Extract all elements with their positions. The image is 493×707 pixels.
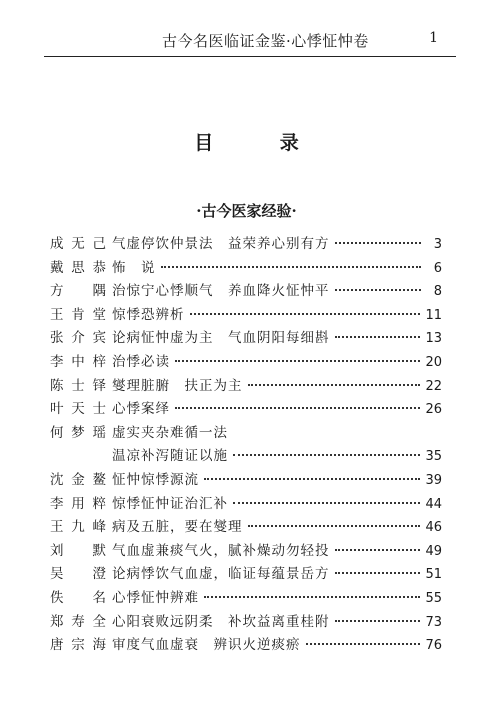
book-title: 古今名医临证金鉴·心悸怔忡卷 xyxy=(162,32,369,50)
entry-page-number: 8 xyxy=(433,284,442,300)
entry-title-line xyxy=(112,422,442,444)
entry-page-number: 26 xyxy=(425,402,442,418)
entry-title-line xyxy=(112,304,442,326)
toc-entry[interactable] xyxy=(50,233,442,255)
dot-leader xyxy=(335,620,421,622)
entry-title-line xyxy=(112,516,442,538)
entry-title: 审度气血虚衰 辨识火逆痰瘀 xyxy=(112,637,301,654)
toc-entry[interactable] xyxy=(50,469,442,491)
entry-title-line xyxy=(112,375,442,397)
dot-leader xyxy=(204,478,420,480)
entry-page-number: 35 xyxy=(425,449,442,465)
toc-entry[interactable] xyxy=(50,563,442,585)
entry-title-line xyxy=(112,327,442,349)
dot-leader xyxy=(233,502,420,504)
entry-author: 吴 澄 xyxy=(50,566,106,583)
entry-title: 怔忡惊悸源流 xyxy=(112,472,199,488)
dot-leader xyxy=(335,549,421,551)
entry-page-number: 3 xyxy=(433,237,442,252)
page-number: 1 xyxy=(429,30,438,46)
entry-title: 治悸必读 xyxy=(112,354,170,370)
entry-page-number: 73 xyxy=(425,614,442,630)
entry-title-line xyxy=(112,280,442,302)
dot-leader xyxy=(335,336,421,338)
toc-entry[interactable] xyxy=(50,587,442,609)
dot-leader xyxy=(248,525,421,527)
toc-entry[interactable] xyxy=(50,611,442,633)
dot-leader xyxy=(161,266,422,268)
entry-page-number: 44 xyxy=(425,496,442,512)
entry-author: 佚 名 xyxy=(50,590,106,606)
entry-title: 虚实夹杂难循一法 xyxy=(112,424,228,441)
entry-title-line xyxy=(112,540,442,562)
entry-author: 何梦瑶 xyxy=(50,424,106,441)
entry-title-line xyxy=(112,469,442,491)
entry-author: 刘 默 xyxy=(50,542,106,559)
entry-page-number: 11 xyxy=(425,307,442,323)
toc-entry[interactable] xyxy=(50,540,442,562)
entry-title-line xyxy=(112,611,442,633)
toc-entry[interactable] xyxy=(50,257,442,279)
entry-title: 燮理脏腑 扶正为主 xyxy=(112,377,243,394)
entry-title-line xyxy=(112,493,442,515)
entry-author: 李中梓 xyxy=(50,354,106,370)
entry-title-line xyxy=(112,233,442,255)
entry-page-number: 51 xyxy=(425,567,442,583)
entry-title: 心悸怔忡辨难 xyxy=(112,590,199,606)
entry-title-line xyxy=(112,257,442,279)
entry-page-number: 46 xyxy=(425,520,442,536)
dot-leader xyxy=(233,454,420,456)
toc-entry[interactable] xyxy=(50,398,442,420)
entry-title-line xyxy=(112,398,442,420)
entry-page-number: 76 xyxy=(425,638,442,654)
entry-page-number: 49 xyxy=(425,543,442,559)
entry-title: 气虚停饮仲景法 益荣养心别有方 xyxy=(112,236,330,252)
entry-page-number: 13 xyxy=(425,331,442,347)
entry-author: 戴思恭 xyxy=(50,259,106,276)
entry-title: 惊悸怔忡证治汇补 xyxy=(112,495,228,512)
dot-leader xyxy=(248,384,421,386)
entry-title: 温凉补泻随证以施 xyxy=(112,448,228,465)
entry-author: 李用粹 xyxy=(50,495,106,512)
dot-leader xyxy=(175,360,420,362)
entry-title: 论病怔忡虚为主 气血阴阳每细斟 xyxy=(112,330,330,347)
dot-leader xyxy=(204,596,420,598)
entry-page-number: 55 xyxy=(425,591,442,606)
entry-page-number: 6 xyxy=(433,260,442,276)
toc-entry[interactable] xyxy=(50,304,442,326)
dot-leader xyxy=(335,242,422,244)
entry-author: 张介宾 xyxy=(50,330,106,347)
entry-title: 论病悸饮气血虚，临证每蕴景岳方 xyxy=(112,566,330,583)
entry-title: 惊悸恐辨析 xyxy=(112,306,185,323)
entry-page-number: 22 xyxy=(425,378,442,394)
entry-title-line xyxy=(112,634,442,656)
toc-entry[interactable] xyxy=(50,280,442,302)
toc-entry[interactable] xyxy=(50,351,442,373)
entry-title: 病及五脏，要在燮理 xyxy=(112,519,243,536)
entry-title: 治惊宁心悸顺气 养血降火怔忡平 xyxy=(112,283,330,300)
dot-leader xyxy=(335,289,422,291)
entry-author: 叶天士 xyxy=(50,401,106,418)
entry-author: 陈士铎 xyxy=(50,377,106,394)
entry-title: 气血虚兼痰气火，腻补燥动勿轻投 xyxy=(112,542,330,559)
toc-entry[interactable] xyxy=(50,516,442,538)
dot-leader xyxy=(335,572,421,574)
toc-entry[interactable] xyxy=(50,422,442,444)
entry-page-number: 20 xyxy=(425,355,442,370)
entry-author: 唐宗海 xyxy=(50,637,106,654)
entry-author: 方 隅 xyxy=(50,283,106,300)
entry-author: 王肯堂 xyxy=(50,306,106,323)
entry-author: 沈金鳌 xyxy=(50,472,106,488)
dot-leader xyxy=(175,407,420,409)
entry-title-line xyxy=(112,587,442,609)
toc-entry[interactable] xyxy=(50,634,442,656)
toc-entry[interactable] xyxy=(50,375,442,397)
toc-entry[interactable] xyxy=(50,445,442,467)
entry-title: 心悸案绎 xyxy=(112,401,170,418)
toc-heading: 目 录 xyxy=(194,132,329,154)
section-heading: ·古今医家经验· xyxy=(196,202,297,220)
entry-page-number: 39 xyxy=(425,473,442,488)
toc-entry[interactable] xyxy=(50,493,442,515)
dot-leader xyxy=(306,643,421,645)
entry-author: 成无己 xyxy=(50,236,106,252)
entry-title: 怖 说 xyxy=(112,259,156,276)
entry-title-line xyxy=(112,445,442,467)
entry-author: 王九峰 xyxy=(50,519,106,536)
toc-entry[interactable] xyxy=(50,327,442,349)
entry-author: 郑寿全 xyxy=(50,613,106,630)
entry-title-line xyxy=(112,563,442,585)
entry-title-line xyxy=(112,351,442,373)
entry-title: 心阳衰败远阴柔 补坎益离重桂附 xyxy=(112,613,330,630)
dot-leader xyxy=(190,313,421,315)
